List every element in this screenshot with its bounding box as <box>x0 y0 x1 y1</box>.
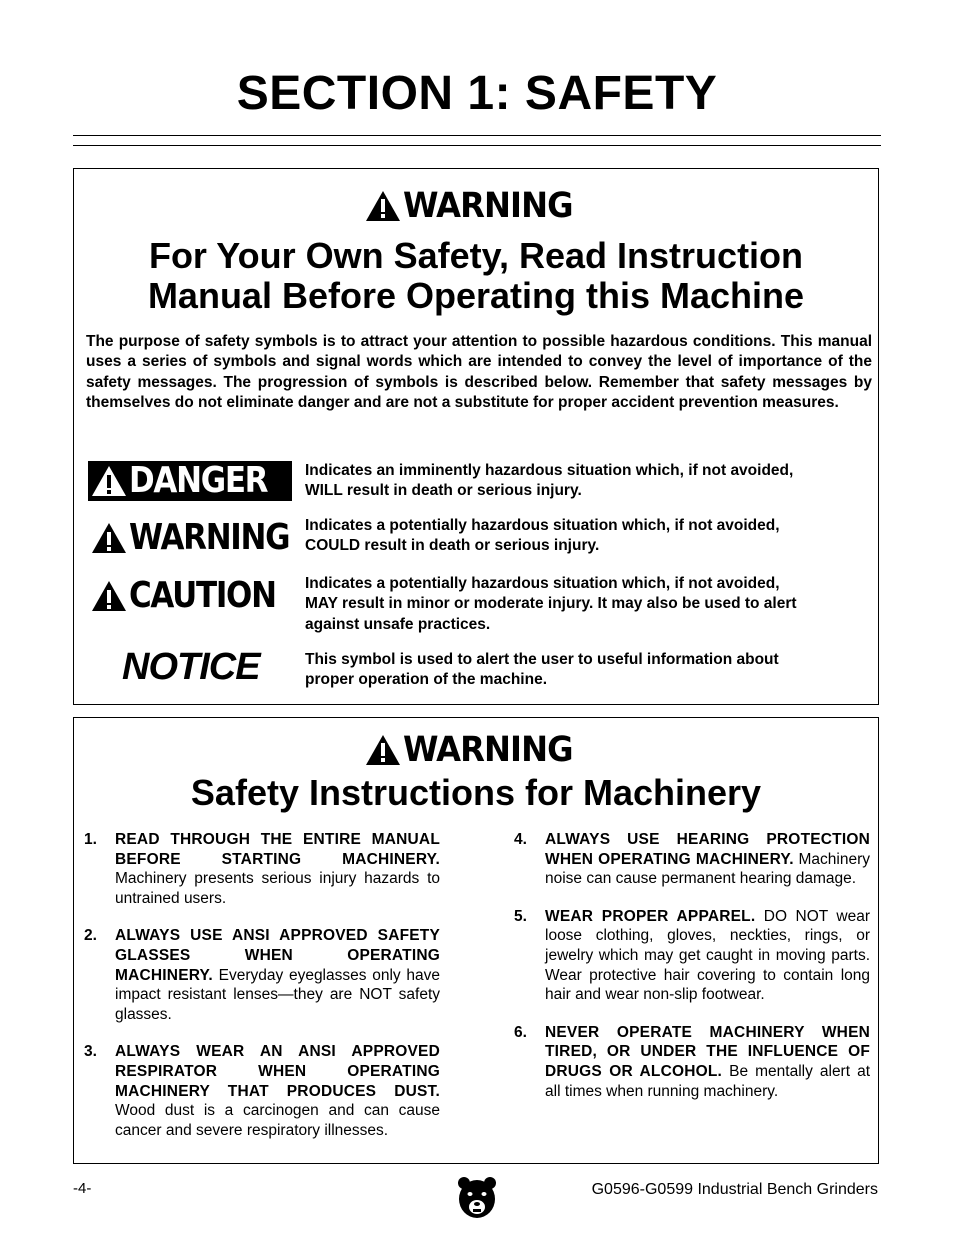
item-number: 2. <box>84 927 97 945</box>
notice-word: NOTICE <box>122 646 260 688</box>
item-lead: NEVER OPERATE MACHINERY WHEN TIRED, OR UNDER THE INFLUENCE OF DRUGS OR ALCOHOL. <box>545 1023 870 1080</box>
item-lead: ALWAYS USE ANSI APPROVED SAFETY GLASSES WHEN OPERATING MACHINERY. <box>115 927 440 984</box>
warning-desc-line1: Indicates a potentially hazardous situation which, if not avoided, <box>305 517 780 534</box>
danger-description <box>305 461 865 502</box>
caution-word: CAUTION <box>129 575 276 616</box>
page-number: -4- <box>73 1180 92 1197</box>
item-text: Machinery presents serious injury hazards to untrained users. <box>115 870 440 907</box>
danger-triangle-icon <box>90 464 128 498</box>
notice-desc-line1: This symbol is used to alert the user to useful information about <box>305 651 779 668</box>
caution-badge <box>88 576 292 616</box>
title-rule-top <box>73 135 881 136</box>
item-text: Machinery noise can cause permanent hearing damage. <box>545 850 870 888</box>
list-item <box>514 1023 870 1101</box>
warning-triangle-icon <box>365 190 401 222</box>
item-number: 3. <box>84 1043 97 1061</box>
item-number: 6. <box>514 1023 527 1041</box>
caution-desc-line3: against unsafe practices. <box>305 615 491 633</box>
item-lead: ALWAYS WEAR AN ANSI APPROVED RESPIRATOR WHEN OPERATING MACHINERY THAT PRODUCES DUST. <box>115 1043 440 1100</box>
item-lead: ALWAYS USE HEARING PROTECTION WHEN OPERATING MACHINERY. <box>545 831 870 868</box>
title-rule-bottom <box>73 145 881 146</box>
intro-paragraph: The purpose of safety symbols is to attract your attention to possible hazardous conditions. This manual uses a series of symbols and signal words which are intended to convey the level of importance of the safety messages. The progression of symbols is described below. Remember that safety messages by themselves do not eliminate danger and are not a substitute for proper accident prevention measures. <box>86 333 872 412</box>
warning-word: WARNING <box>402 186 573 226</box>
danger-word: DANGER <box>129 460 268 501</box>
list-item <box>84 830 440 908</box>
item-number: 5. <box>514 907 527 925</box>
item-number: 4. <box>514 831 527 848</box>
box2-heading: Safety Instructions for Machinery <box>190 772 762 813</box>
warning-badge <box>88 518 292 558</box>
caution-desc-line1: Indicates a potentially hazardous situation which, if not avoided, <box>305 575 780 592</box>
item-text: Everyday eyeglasses only have impact resistant lenses—they are NOT safety glasses. <box>115 966 440 1023</box>
bear-logo-icon <box>456 1175 498 1221</box>
item-text: Wood dust is a carcinogen and can cause cancer and severe respiratory illnesses. <box>115 1102 440 1139</box>
warning-triangle-icon <box>365 734 401 766</box>
warning-word-2: WARNING <box>402 730 573 770</box>
list-item <box>514 907 870 1005</box>
warning-header-2 <box>74 730 878 771</box>
caution-description <box>305 574 865 635</box>
warning-desc-line2: COULD result in death or serious injury. <box>305 537 600 555</box>
caution-triangle-icon <box>90 579 128 613</box>
notice-desc-line2: proper operation of the machine. <box>305 671 547 689</box>
safety-symbols-box <box>73 168 879 705</box>
item-text: DO NOT wear loose clothing, gloves, neckties, rings, or jewelry which may get caught in moving parts. Wear protective hair covering to contain long hair and wear non-slip footwear. <box>545 907 870 1004</box>
warning-badge-word: WARNING <box>129 517 290 558</box>
box1-heading-line2: Manual Before Operating this Machine <box>147 275 805 316</box>
item-text: Be mentally alert at all times when running machinery. <box>545 1062 870 1100</box>
item-lead: WEAR PROPER APPAREL. <box>545 907 756 925</box>
warning-badge-triangle-icon <box>90 521 128 555</box>
instructions-left-column <box>84 830 440 1158</box>
danger-desc-line2: WILL result in death or serious injury. <box>305 482 582 500</box>
list-item <box>514 830 870 889</box>
item-lead: READ THROUGH THE ENTIRE MANUAL BEFORE STARTING MACHINERY. <box>115 831 440 868</box>
caution-desc-line2: MAY result in minor or moderate injury. It may also be used to alert <box>305 595 797 613</box>
danger-desc-line1: Indicates an imminently hazardous situation which, if not avoided, <box>305 462 794 479</box>
footer-model: G0596-G0599 Industrial Bench Grinders <box>591 1181 878 1198</box>
danger-badge <box>88 461 292 501</box>
warning-description <box>305 516 865 557</box>
section-title: SECTION 1: SAFETY <box>236 67 718 120</box>
box1-heading-line1: For Your Own Safety, Read Instruction <box>148 235 804 276</box>
notice-description <box>305 650 865 691</box>
list-item <box>84 1042 440 1140</box>
item-number: 1. <box>84 831 97 848</box>
instructions-right-column <box>514 830 870 1119</box>
list-item <box>84 926 440 1024</box>
warning-header <box>74 186 878 227</box>
machinery-safety-box <box>73 717 879 1164</box>
